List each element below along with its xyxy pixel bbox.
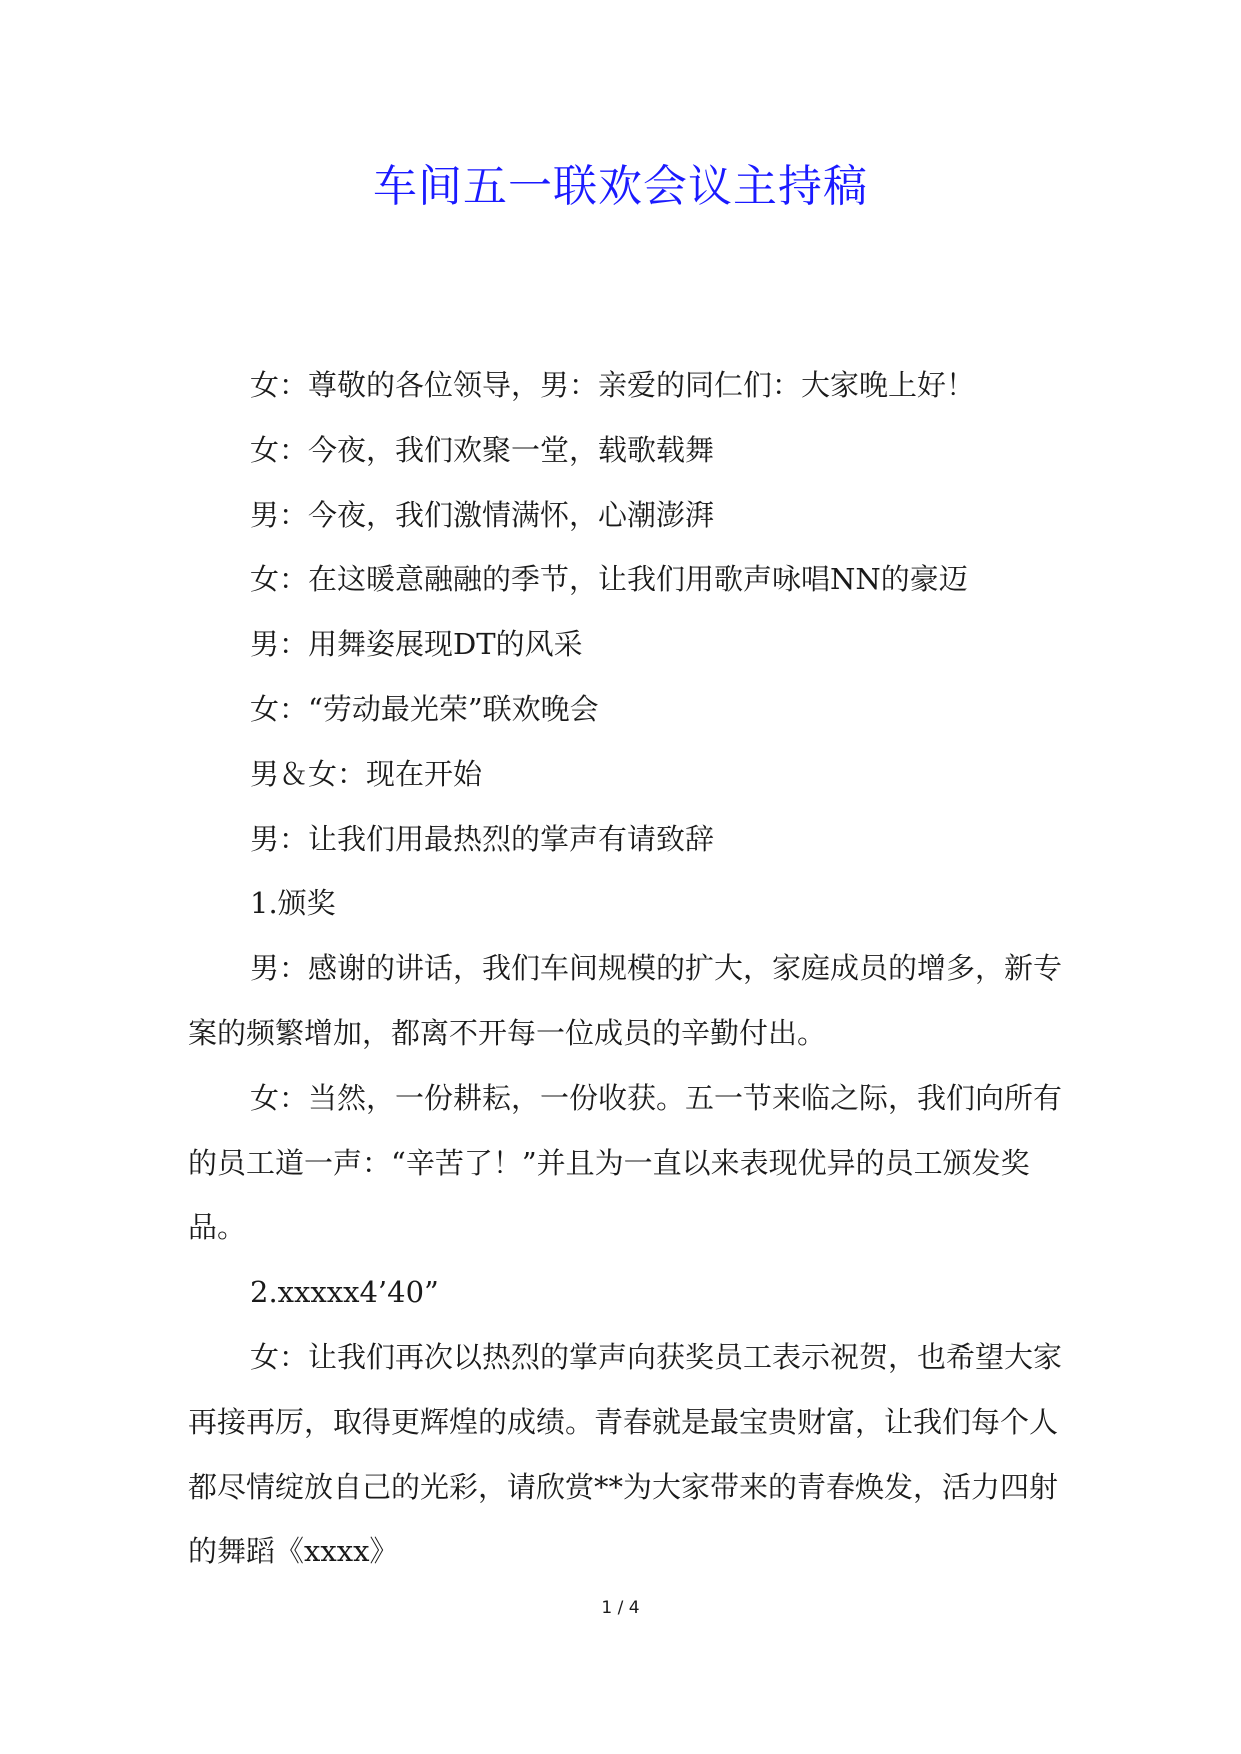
paragraph: 女：在这暖意融融的季节，让我们用歌声咏唱NN的豪迈: [250, 562, 968, 597]
paragraph: 女：“劳动最光荣”联欢晚会: [250, 691, 599, 726]
paragraph: 男：今夜，我们激情满怀，心潮澎湃: [250, 497, 715, 532]
document-body: [188, 353, 1068, 1584]
section-heading: 1.颁奖: [250, 886, 336, 921]
section-heading: 2.xxxxx4’40”: [250, 1275, 439, 1310]
paragraph: 男＆女：现在开始: [250, 756, 483, 791]
paragraph: 女：尊敬的各位领导，男：亲爱的同仁们：大家晚上好！: [250, 368, 976, 402]
paragraph: 女：让我们再次以热烈的掌声向获奖员工表示祝贺，也希望大家再接再厉，取得更辉煌的成绩。青春就是最宝贵财富，让我们每个人都尽情绽放自己的光彩，请欣赏**为大家带来的青春焕发，活力四射的舞蹈《xxxx》: [188, 1339, 1063, 1569]
paragraph: 男：用舞姿展现DT的风采: [250, 627, 583, 662]
paragraph: 女：当然，一份耕耘，一份收获。五一节来临之际，我们向所有的员工道一声：“辛苦了！”并且为一直以来表现优异的员工颁发奖品。: [188, 1080, 1063, 1245]
document-title: 车间五一联欢会议主持稿: [373, 161, 868, 212]
paragraph: 男：感谢的讲话，我们车间规模的扩大，家庭成员的增多，新专案的频繁增加，都离不开每一位成员的辛勤付出。: [188, 951, 1063, 1050]
page-number: 1 / 4: [601, 1598, 640, 1618]
paragraph: 女：今夜，我们欢聚一堂，载歌载舞: [250, 432, 715, 467]
paragraph: 男：让我们用最热烈的掌声有请致辞: [250, 821, 715, 856]
